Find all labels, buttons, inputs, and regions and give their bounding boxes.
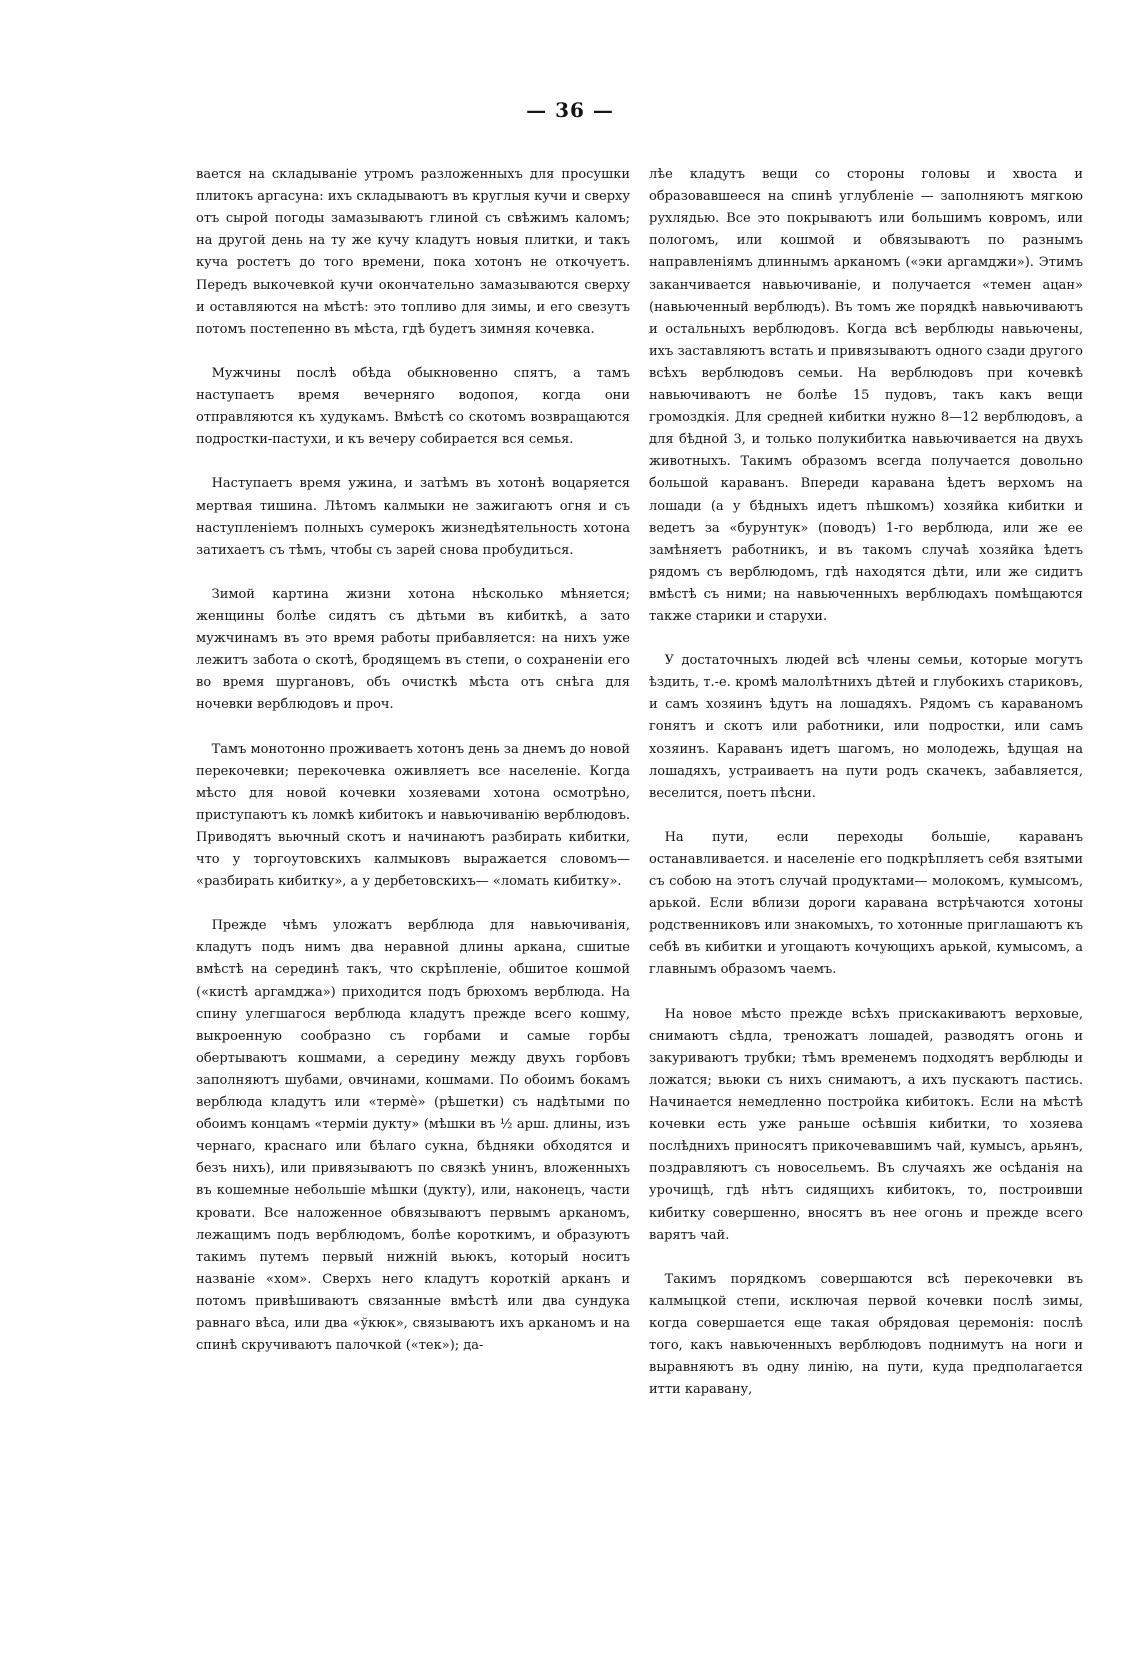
- paragraph: Наступаетъ время ужина, и затѣмъ въ хотонѣ воцаряется мертвая тишина. Лѣтомъ калмыки не зажигаютъ огня и съ наступленіемъ полныхъ сумерокъ жизнедѣятельность хотона затихаетъ съ тѣмъ, чтобы съ зарей снова пробудиться.: [196, 476, 630, 558]
- paragraph: Мужчины послѣ обѣда обыкновенно спятъ, а тамъ наступаетъ время вечерняго водопоя, когда они отправляются къ худукамъ. Вмѣстѣ со скотомъ возвращаются подростки-пастухи, и къ вечеру собирается вся семья.: [196, 365, 630, 448]
- paragraph: Прежде чѣмъ уложатъ верблюда для навьючиванія, кладутъ подъ нимъ два неравной длины аркана, сшитые вмѣстѣ на серединѣ такъ, что скрѣпленіе, обшитое кошмой («кистѣ аргамджа») приходится подъ брюхомъ верблюда. На спину улегшагося верблюда кладутъ прежде всего кошму, выкроенную сообразно съ горбами и самые горбы обертываютъ кошмами, а середину между двухъ горбовъ заполняютъ шубами, овчинами, кошмами. По обоимъ бокамъ верблюда кладутъ или «термѐ» (рѣшетки) съ надѣтыми по обоимъ концамъ «терміи дукту» (мѣшки въ ½ арш. длины, изъ чернаго, краснаго или бѣлаго сукна, бѣдняки обходятся и безъ нихъ), или привязываютъ по связкѣ унинъ, вложенныхъ въ кошемные небольшіе мѣшки (дукту), или, наконецъ, части кровати. Все наложенное обвязываютъ первымъ арканомъ, лежащимъ подъ верблюдомъ, болѣе короткимъ, и образуютъ такимъ путемъ первый нижній вьюкъ, который носитъ названіе «хом». Сверхъ него кладутъ короткій арканъ и потомъ привѣшиваютъ связанные вмѣстѣ или два сундука равнаго вѣса, или два «ўкюк», связываютъ ихъ арканомъ и на спинѣ скручиваютъ палочкой («тек»); да-: [196, 918, 630, 1354]
- paragraph: вается на складываніе утромъ разложенныхъ для просушки плитокъ аргасуна: ихъ складываютъ въ круглыя кучи и сверху отъ сырой погоды замазываютъ глиной съ свѣжимъ каломъ; на другой день на ту же кучу кладутъ новыя плитки, и такъ куча ростетъ до того времени, пока хотонъ не откочуетъ. Передъ выкочевкой кучи окончательно замазываются сверху и оставляются на мѣстѣ: это топливо для зимы, и его свезутъ потомъ постепенно въ мѣста, гдѣ будетъ зимняя кочевка.: [196, 167, 630, 337]
- left-column: [196, 142, 630, 1379]
- paragraph: У достаточныхъ людей всѣ члены семьи, которые могутъ ѣздить, т.-е. кромѣ малолѣтнихъ дѣтей и глубокихъ стариковъ, и самъ хозяинъ ѣдутъ на лошадяхъ. Рядомъ съ караваномъ гонятъ и скотъ или работники, или подростки, или самъ хозяинъ. Караванъ идетъ шагомъ, но молодежь, ѣдущая на лошадяхъ, устраиваетъ на пути родъ скачекъ, забавляется, веселится, поетъ пѣсни.: [649, 653, 1083, 801]
- paragraph: лѣе кладутъ вещи со стороны головы и хвоста и образовавшееся на спинѣ углубленіе — заполняютъ мягкою рухлядью. Все это покрываютъ или большимъ ковромъ, или пологомъ, или кошмой и обвязываютъ по разнымъ направленіямъ длиннымъ арканомъ («эки аргамджи»). Этимъ заканчивается навьючиваніе, и получается «темен ацан» (навьюченный верблюдъ). Въ томъ же порядкѣ навьючиваютъ и остальныхъ верблюдовъ. Когда всѣ верблюды навьючены, ихъ заставляютъ встать и привязываютъ одного сзади другого всѣхъ верблюдовъ семьи. На верблюдовъ при кочевкѣ навьючиваютъ не болѣе 15 пудовъ, такъ какъ вещи громоздкія. Для средней кибитки нужно 8—12 верблюдовъ, а для бѣдной 3, и только полукибитка навьючивается на двухъ животныхъ. Такимъ образомъ всегда получается довольно большой караванъ. Впереди каравана ѣдетъ верхомъ на лошади (а у бѣдныхъ идетъ пѣшкомъ) хозяйка кибитки и ведетъ за «бурунтук» (поводъ) 1-го верблюда, или же ее замѣняетъ работникъ, и въ такомъ случаѣ хозяйка ѣдетъ рядомъ съ верблюдомъ, гдѣ находятся дѣти, или же сидитъ вмѣстѣ съ ними; на навьюченныхъ верблюдахъ помѣщаются также старики и старухи.: [649, 167, 1083, 624]
- paragraph: Такимъ порядкомъ совершаются всѣ перекочевки въ калмыцкой степи, исключая первой кочевки послѣ зимы, когда совершается еще такая обрядовая церемонія: послѣ того, какъ навьюченныхъ верблюдовъ поднимутъ на ноги и выравняютъ въ одну линію, на пути, куда предполагается итти каравану,: [649, 1271, 1083, 1398]
- paragraph: На новое мѣсто прежде всѣхъ прискакиваютъ верховые, снимаютъ сѣдла, треножатъ лошадей, разводятъ огонь и закуриваютъ трубки; тѣмъ временемъ подходятъ верблюды и ложатся; вьюки съ нихъ снимаютъ, а ихъ пускаютъ пастись. Начинается немедленно постройка кибитокъ. Если на мѣстѣ кочевки есть уже раньше осѣвшія кибитки, то хозяева послѣднихъ приносятъ прикочевавшимъ чай, кумысъ, арьянъ, поздравляютъ съ новосельемъ. Въ случаяхъ же осѣданія на урочищѣ, гдѣ нѣтъ сидящихъ кибитокъ, то, построивши кибитку совершенно, вносятъ въ нее огонь и прежде всего варятъ чай.: [649, 1006, 1083, 1243]
- paragraph: Зимой картина жизни хотона нѣсколько мѣняется; женщины болѣе сидятъ съ дѣтьми въ кибиткѣ, а зато мужчинамъ въ это время работы прибавляется: на нихъ уже лежитъ забота о скотѣ, бродящемъ въ степи, о сохраненіи его во время шургановъ, объ очисткѣ мѣста отъ снѣга для ночевки верблюдовъ и проч.: [196, 586, 630, 713]
- paragraph: На пути, если переходы большіе, караванъ останавливается. и населеніе его подкрѣпляетъ себя взятыми съ собою на этотъ случай продуктами— молокомъ, кумысомъ, арькой. Если вблизи дороги каравана встрѣчаются хотоны родственниковъ или знакомыхъ, то хотонные приглашаютъ къ себѣ въ кибитки и угощаютъ кочующихъ арькой, кумысомъ, а главнымъ образомъ чаемъ.: [649, 829, 1083, 978]
- right-column: [649, 142, 1083, 1423]
- paragraph: Тамъ монотонно проживаетъ хотонъ день за днемъ до новой перекочевки; перекочевка оживляетъ все населеніе. Когда мѣсто для новой кочевки хозяевами хотона осмотрѣно, приступаютъ къ ломкѣ кибитокъ и навьючиванію верблюдовъ. Приводятъ вьючный скотъ и начинаютъ разбирать кибитки, что у торгоутовскихъ калмыковъ выражается словомъ— «разбирать кибитку», а у дербетовскихъ— «ломать кибитку».: [196, 741, 630, 890]
- page-number: — 36 —: [526, 98, 614, 122]
